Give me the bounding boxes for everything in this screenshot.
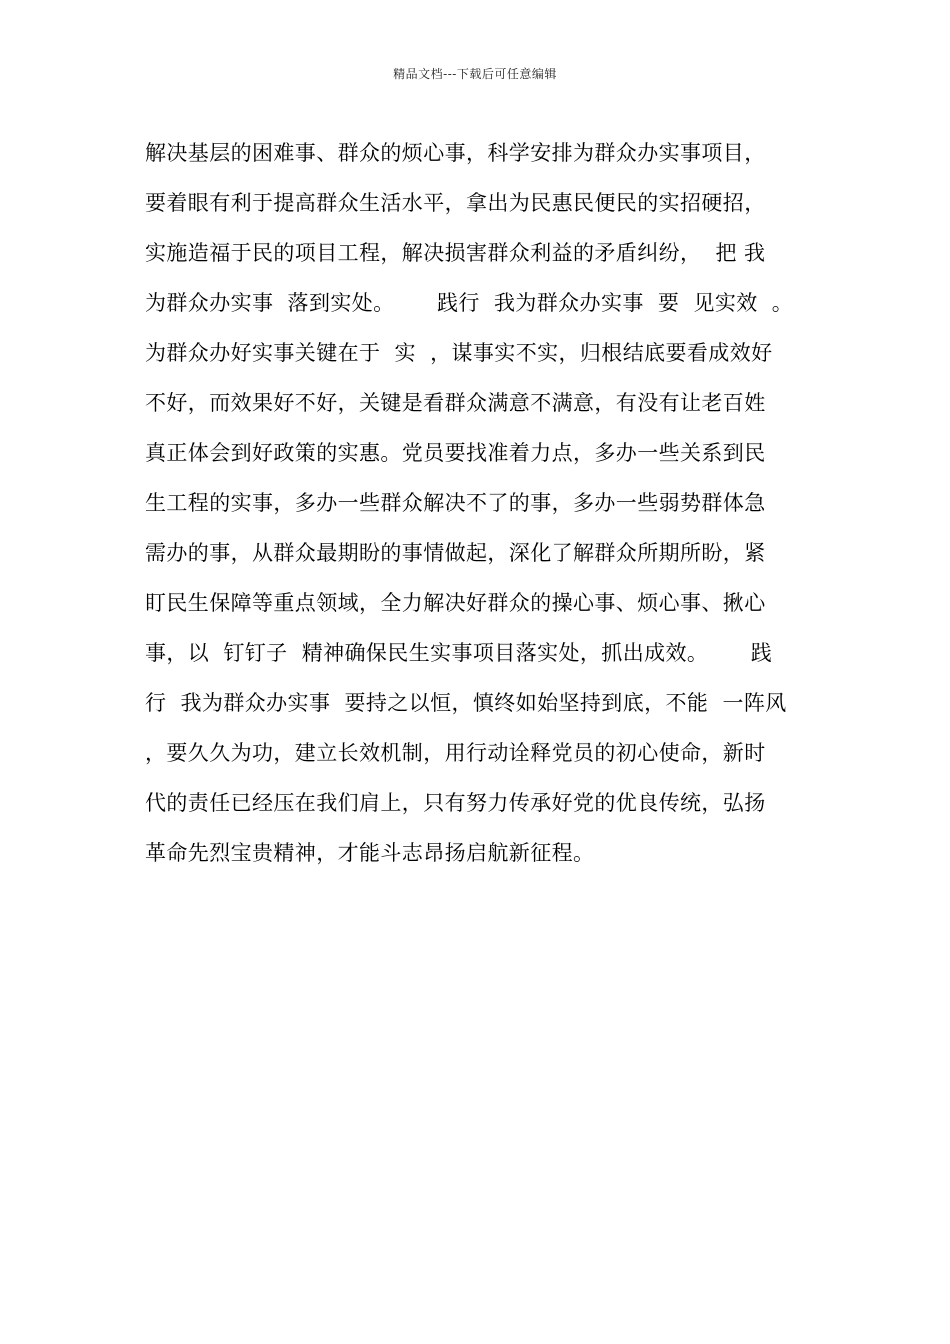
text-line: 行 我为群众办实事 要持之以恒，慎终如始坚持到底，不能 一阵风 (145, 691, 787, 715)
page-header: 精品文档---下载后可任意编辑 (393, 67, 557, 81)
text-line: 解决基层的困难事、群众的烦心事，科学安排为群众办实事项目， (145, 141, 766, 165)
document-body (145, 128, 825, 878)
text-line: 需办的事，从群众最期盼的事情做起，深化了解群众所期所盼，紧 (145, 541, 766, 565)
text-line: 革命先烈宝贵精神，才能斗志昂扬启航新征程。 (145, 841, 595, 865)
text-line: ，要久久为功，建立长效机制，用行动诠释党员的初心使命，新时 (145, 741, 766, 765)
text-line: 代的责任已经压在我们肩上，只有努力传承好党的优良传统，弘扬 (145, 791, 766, 815)
text-line: 不好，而效果好不好，关键是看群众满意不满意，有没有让老百姓 (145, 391, 766, 415)
text-line: 事，以 钉钉子 精神确保民生实事项目落实处，抓出成效。 践 (145, 641, 773, 665)
text-line: 盯民生保障等重点领域，全力解决好群众的操心事、烦心事、揪心 (145, 591, 766, 615)
text-line: 实施造福于民的项目工程，解决损害群众利益的矛盾纠纷， 把 我 (145, 241, 766, 265)
text-line: 为群众办实事 落到实处。 践行 我为群众办实事 要 见实效 。 (145, 291, 794, 315)
text-line: 真正体会到好政策的实惠。党员要找准着力点，多办一些关系到民 (145, 441, 766, 465)
text-line: 生工程的实事，多办一些群众解决不了的事，多办一些弱势群体急 (145, 491, 766, 515)
text-line: 要着眼有利于提高群众生活水平，拿出为民惠民便民的实招硬招， (145, 191, 766, 215)
text-line: 为群众办好实事关键在于 实 ，谋事实不实，归根结底要看成效好 (145, 341, 773, 365)
